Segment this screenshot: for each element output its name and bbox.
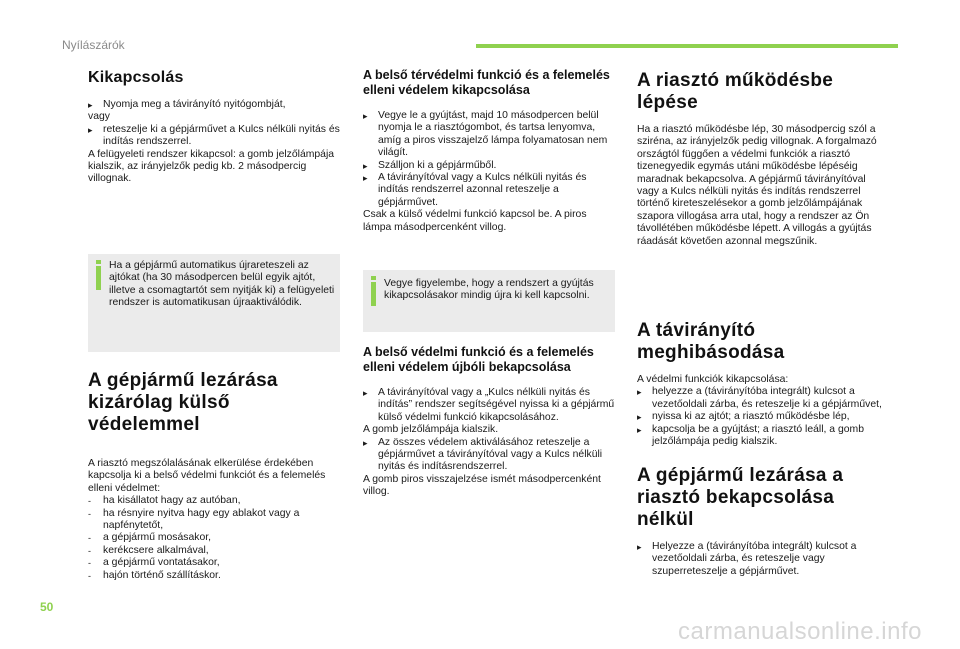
bullet-item: ▸ Nyomja meg a távirányító nyitógombját, xyxy=(88,99,286,110)
bullet-item: ▸ Szálljon ki a gépjárműből. xyxy=(363,159,497,171)
bullet-item: ▸ kapcsolja be a gyújtást; a riasztó leáll, a gomb jelzőlámpája pedig kialszik. xyxy=(637,423,864,448)
bullet-item: ▸ Vegye le a gyújtást, majd 10 másodpercen belül nyomja le a riasztógombot, és tartsa lenyomva, amíg a piros visszajelző lámpa folyamatosan nem világít. xyxy=(363,110,608,159)
heading-kikapcsolas: Kikapcsolás xyxy=(88,69,184,86)
bullet-item: ▸ Helyezze a (távirányítóba integrált) kulcsot a vezetőoldali zárba, és reteszelje vagy szuperreteszelje a gépjárművet. xyxy=(637,541,857,577)
dash-list xyxy=(88,495,340,582)
section-header: Nyílászárók xyxy=(62,38,125,52)
bullet-item: ▸ helyezze a (távirányítóba integrált) kulcsot a vezetőoldali zárba, és reteszelje ki a gépjárművet, xyxy=(637,386,882,410)
paragraph: Ha a riasztó működésbe lép, 30 másodpercig szól a sziréna, az irányjelzők pedig villognak. A forgalmazó országtól függően a védelmi funkciók a riasztó tizenegyedik egymás utáni működésbe lépéséig maradnak bekapcsolva. A gépjármű távirányítóval vagy a Kulcs nélküli nyitás és indítás rendszerrel történő kireteszelésekor a gomb jelzőlámpájának szapora villogása arra utal, hogy a rendszer az Ön távollétében működésbe lépett. A villogás a gyújtás ráadását követően azonnal megszűnik. xyxy=(637,124,877,247)
info-note-text: Ha a gépjármű automatikus újrareteszeli az ajtókat (ha 30 másodpercen belül egyik ajtót, illetve a csomagtartót sem nyitják ki) a felügyeleti rendszer is automatikusan újraaktiválódik. xyxy=(109,260,335,309)
watermark: carmanualsonline.info xyxy=(678,618,922,645)
arrow-bullet-icon: ▸ xyxy=(363,111,368,121)
column-2 xyxy=(363,68,615,234)
arrow-bullet-icon: ▸ xyxy=(88,100,93,110)
column-1-lower xyxy=(88,370,340,582)
heading-belso-kikapcs: A belső térvédelmi funkció és a felemelés elleni védelem kikapcsolása xyxy=(363,68,610,97)
info-note xyxy=(88,254,340,352)
list-item: - hajón történő szállításkor. xyxy=(88,569,221,581)
column-3-mid xyxy=(637,320,889,448)
list-item: - a gépjármű mosásakor, xyxy=(88,532,212,544)
arrow-bullet-icon: ▸ xyxy=(363,173,368,184)
arrow-bullet-icon: ▸ xyxy=(363,160,368,171)
list-item: - ha résnyire nyitva hagy egy ablakot vagy a napfénytetőt, xyxy=(88,507,300,532)
column-1 xyxy=(88,68,340,186)
arrow-bullet-icon: ▸ xyxy=(637,542,642,552)
bullet-item: ▸ A távirányítóval vagy a „Kulcs nélküli nyitás és indítás” rendszer segítségével nyissa ki a gépjármű külső védelmi funkció kikapcsolásához. xyxy=(363,387,615,423)
heading-taviranyito-hiba: A távirányító meghibásodása xyxy=(637,320,785,363)
paragraph: A gomb piros visszajelzése ismét másodpercenként villog. xyxy=(363,473,601,498)
header-accent-bar xyxy=(476,44,898,48)
column-3-lower xyxy=(637,465,889,578)
info-icon xyxy=(371,276,379,306)
list-item: - kerékcsere alkalmával, xyxy=(88,544,209,556)
info-icon xyxy=(96,260,104,290)
text-vagy: vagy xyxy=(88,111,110,123)
page-number: 50 xyxy=(40,600,54,614)
paragraph: A védelmi funkciók kikapcsolása: xyxy=(637,374,789,385)
arrow-bullet-icon: ▸ xyxy=(637,387,642,398)
arrow-bullet-icon: ▸ xyxy=(637,424,642,435)
paragraph: A riasztó megszólalásának elkerülése érdekében kapcsolja ki a belső védelmi funkciót és a felemelés elleni védelmet: xyxy=(88,458,326,494)
paragraph: A felügyeleti rendszer kikapcsol: a gomb jelzőlámpája kialszik, az irányjelzők pedig kb. 2 másodpercig villognak. xyxy=(88,148,335,185)
bullet-item: ▸ Az összes védelem aktiválásához reteszelje a gépjárművet a távirányítóval vagy a Kulcs nélküli nyitás és indításrendszerrel. xyxy=(363,436,603,473)
arrow-bullet-icon: ▸ xyxy=(363,388,368,398)
column-3 xyxy=(637,70,889,248)
heading-lezaras-nelkul: A gépjármű lezárása a riasztó bekapcsolása nélkül xyxy=(637,465,844,530)
paragraph: A gomb jelzőlámpája kialszik. xyxy=(363,424,499,436)
info-note-text: Vegye figyelembe, hogy a rendszert a gyújtás kikapcsolásakor mindig újra ki kell kapcsolni. xyxy=(384,278,594,302)
paragraph: Csak a külső védelmi funkció kapcsol be. A piros lámpa másodpercenként villog. xyxy=(363,209,587,233)
info-note xyxy=(363,270,615,332)
list-item: - a gépjármű vontatásakor, xyxy=(88,557,220,569)
column-2-lower xyxy=(363,345,615,499)
heading-riaszto: A riasztó működésbe lépése xyxy=(637,70,834,113)
heading-belso-ujra: A belső védelmi funkció és a felemelés elleni védelem újbóli bekapcsolása xyxy=(363,345,594,374)
heading-lezaras-kulso: A gépjármű lezárása kizárólag külső védelemmel xyxy=(88,370,278,435)
bullet-item: ▸ A távirányítóval vagy a Kulcs nélküli nyitás és indítás rendszerrel azonnal reteszelje a gépjárművet. xyxy=(363,172,587,208)
bullet-item: ▸ reteszelje ki a gépjárművet a Kulcs nélküli nyitás és indítás rendszerrel. xyxy=(88,123,340,148)
bullet-item: ▸ nyissa ki az ajtót; a riasztó működésbe lép, xyxy=(637,411,850,423)
list-item: - ha kisállatot hagy az autóban, xyxy=(88,495,241,507)
arrow-bullet-icon: ▸ xyxy=(637,412,642,423)
arrow-bullet-icon: ▸ xyxy=(88,124,93,135)
arrow-bullet-icon: ▸ xyxy=(363,437,368,448)
